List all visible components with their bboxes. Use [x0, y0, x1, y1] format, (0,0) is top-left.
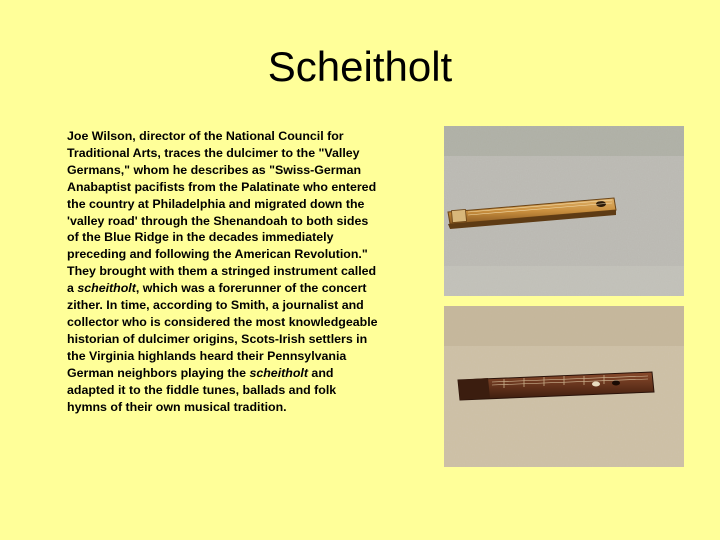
paragraph-text-2: , which was a forerunner of the concert zither. In time, according to Smith, a journalist and collector who is considered the most knowledgeable historian of dulcimer origins, Scots-Irish settlers in the Virginia highlands heard their Pennsylvania German neighbors playing the: [67, 281, 378, 380]
paragraph-italic-2: scheitholt: [249, 365, 308, 380]
body-paragraph: [67, 128, 379, 415]
paragraph-text-3: and adapted it to the fiddle tunes, ballads and folk hymns of their own musical tradition.: [67, 365, 337, 414]
paragraph-italic-1: scheitholt: [77, 281, 136, 296]
scheitholt-photo-bottom: [444, 306, 684, 467]
scheitholt-photo-top: [444, 126, 684, 296]
paragraph-text-1: Joe Wilson, director of the National Council for Traditional Arts, traces the dulcimer to the "Valley Germans," whom he describes as "Swiss-German Anabaptist pacifists from the Palatinate who entered the country at Philadelphia and migrated down the 'valley road' through the Shenandoah to both sides of the Blue Ridge in the decades immediately preceding and following the American Revolution." They brought with them a stringed instrument called a: [67, 129, 377, 296]
slide-title: Scheitholt: [267, 43, 453, 90]
